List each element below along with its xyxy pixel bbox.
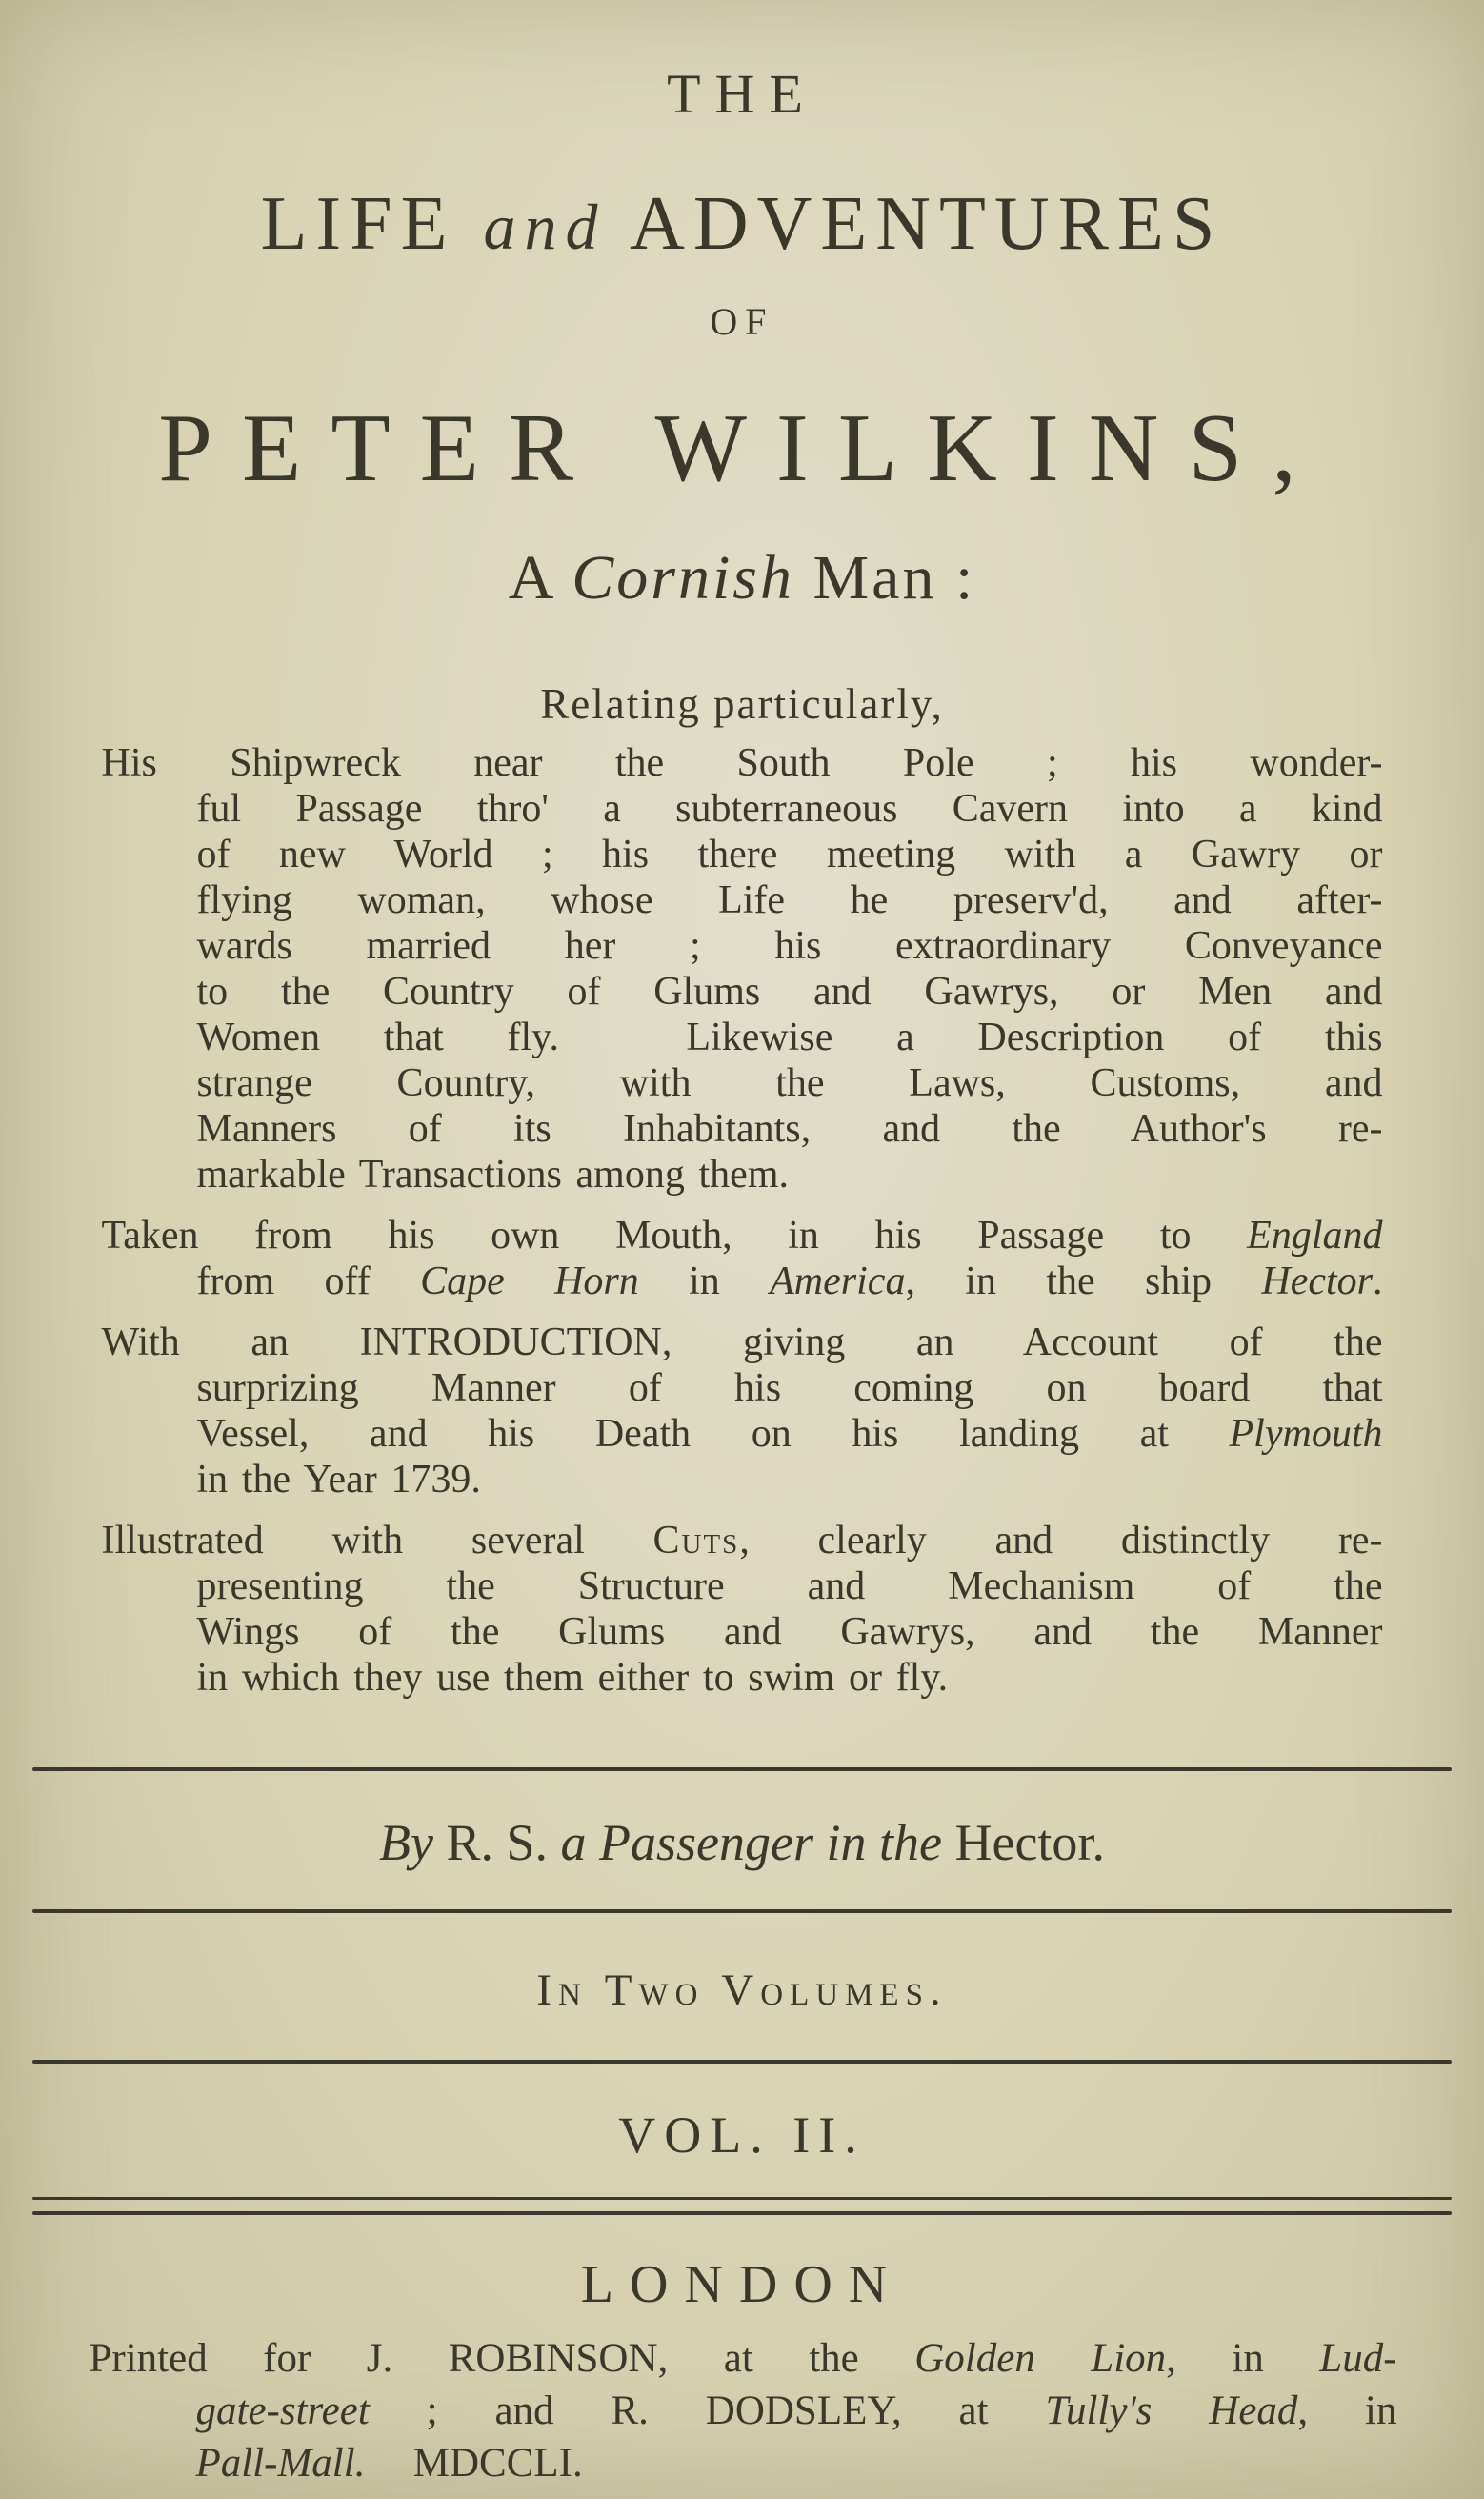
text-run: Illustrated with several: [101, 1519, 653, 1562]
text-run: Vessel, and his Death on his landing at: [196, 1412, 1230, 1456]
text-run: By: [379, 1814, 447, 1871]
text-run: and: [483, 191, 607, 263]
text-run: England: [1247, 1214, 1383, 1258]
text-run: .: [1373, 1260, 1383, 1303]
synopsis-line: markable Transactions among them.: [196, 1153, 789, 1197]
text-run: Tully's Head: [1045, 2388, 1298, 2434]
text-run: R. S.: [446, 1814, 561, 1871]
synopsis-line: His Shipwreck near the South Pole ; his wonder-: [101, 741, 1383, 785]
imprint-line: [90, 2437, 1397, 2489]
relating-heading: Relating particularly,: [540, 680, 944, 728]
synopsis-item-shipwreck: [102, 740, 1383, 1198]
synopsis-line: [102, 1213, 1383, 1259]
text-run: Printed for J. ROBINSON, at the: [89, 2336, 915, 2382]
volume-label: VOL. II.: [618, 2106, 866, 2165]
text-run: in: [638, 1260, 771, 1303]
synopsis-line: wards married her ; his extraordinary Conveyance: [196, 924, 1383, 968]
text-run: America: [770, 1260, 906, 1303]
text-run: gate-street: [195, 2388, 370, 2434]
text-run: , in: [1166, 2336, 1320, 2382]
synopsis-line: Manners of its Inhabitants, and the Author's re-: [196, 1107, 1383, 1151]
text-run: Plymouth: [1229, 1412, 1383, 1456]
synopsis-line: in the Year 1739.: [196, 1458, 481, 1501]
text-run: Pall-Mall.: [195, 2441, 366, 2487]
synopsis-item-cuts: [102, 1518, 1383, 1701]
text-run: Cape Horn: [420, 1260, 639, 1303]
text-run: Cuts: [652, 1519, 740, 1562]
synopsis-line: presenting the Structure and Mechanism of the: [196, 1564, 1383, 1608]
synopsis-item-taken-from-mouth: [102, 1213, 1383, 1304]
separator-rule-top: [32, 1767, 1452, 1771]
synopsis-line: [102, 1411, 1383, 1457]
synopsis-line: strange Country, with the Laws, Customs, and: [196, 1061, 1383, 1105]
synopsis-line: to the Country of Glums and Gawrys, or Men and: [196, 970, 1383, 1014]
imprint-line: [90, 2385, 1397, 2437]
synopsis-line: in which they use them either to swim or fly.: [196, 1656, 949, 1700]
text-run: ADVENTURES: [606, 182, 1224, 266]
text-run: a Passenger in the: [560, 1814, 955, 1871]
text-run: Golden Lion: [914, 2336, 1167, 2382]
of-label: OF: [710, 300, 774, 343]
separator-rule-volume: [32, 2060, 1452, 2064]
synopsis-line: Women that fly. Likewise a Description of this: [196, 1016, 1383, 1059]
text-run: Hector: [1261, 1260, 1374, 1303]
text-run: Hector.: [954, 1814, 1105, 1871]
synopsis-line: With an INTRODUCTION, giving an Account of the: [101, 1320, 1383, 1364]
series-title: [0, 182, 1484, 266]
synopsis-item-introduction: [102, 1320, 1383, 1502]
imprint: [30, 2332, 1454, 2489]
synopsis-line: surprizing Manner of his coming on board that: [196, 1366, 1383, 1410]
text-run: Lud-: [1319, 2336, 1397, 2382]
subtitle: [0, 543, 1484, 613]
byline: [0, 1815, 1484, 1871]
separator-rule-middle: [32, 1909, 1452, 1913]
imprint-line: [90, 2332, 1397, 2385]
text-run: , in the ship: [905, 1260, 1262, 1303]
synopsis-line: Wings of the Glums and Gawrys, and the Manner: [196, 1610, 1383, 1654]
text-run: Cornish: [572, 543, 794, 613]
text-run: MDCCLI.: [365, 2441, 583, 2487]
double-rule: [0, 2197, 1484, 2215]
synopsis-line: flying woman, whose Life he preserv'd, and after-: [196, 878, 1383, 922]
imprint-city: LONDON: [580, 2255, 904, 2315]
text-run: from off: [196, 1260, 421, 1303]
text-run: Taken from his own Mouth, in his Passage to: [101, 1214, 1248, 1258]
text-run: LIFE: [260, 182, 484, 266]
double-rule-top-line: [32, 2197, 1452, 2200]
volumes-note: In Two Volumes.: [536, 1965, 948, 2016]
half-title: THE: [667, 63, 817, 125]
text-run: Man :: [793, 543, 976, 613]
synopsis-line: [102, 1518, 1383, 1563]
synopsis-line: [102, 1259, 1383, 1304]
text-run: A: [508, 543, 572, 613]
double-rule-bottom-line: [32, 2211, 1452, 2215]
text-run: , in: [1297, 2388, 1397, 2434]
main-title: PETER WILKINS,: [158, 394, 1326, 502]
text-run: ; and R. DODSLEY, at: [369, 2388, 1046, 2434]
text-run: , clearly and distinctly re-: [739, 1519, 1383, 1562]
synopsis-line: ful Passage thro' a subterraneous Cavern into a kind: [196, 787, 1383, 831]
synopsis-line: of new World ; his there meeting with a Gawry or: [196, 833, 1383, 877]
synopsis: [102, 740, 1383, 1716]
